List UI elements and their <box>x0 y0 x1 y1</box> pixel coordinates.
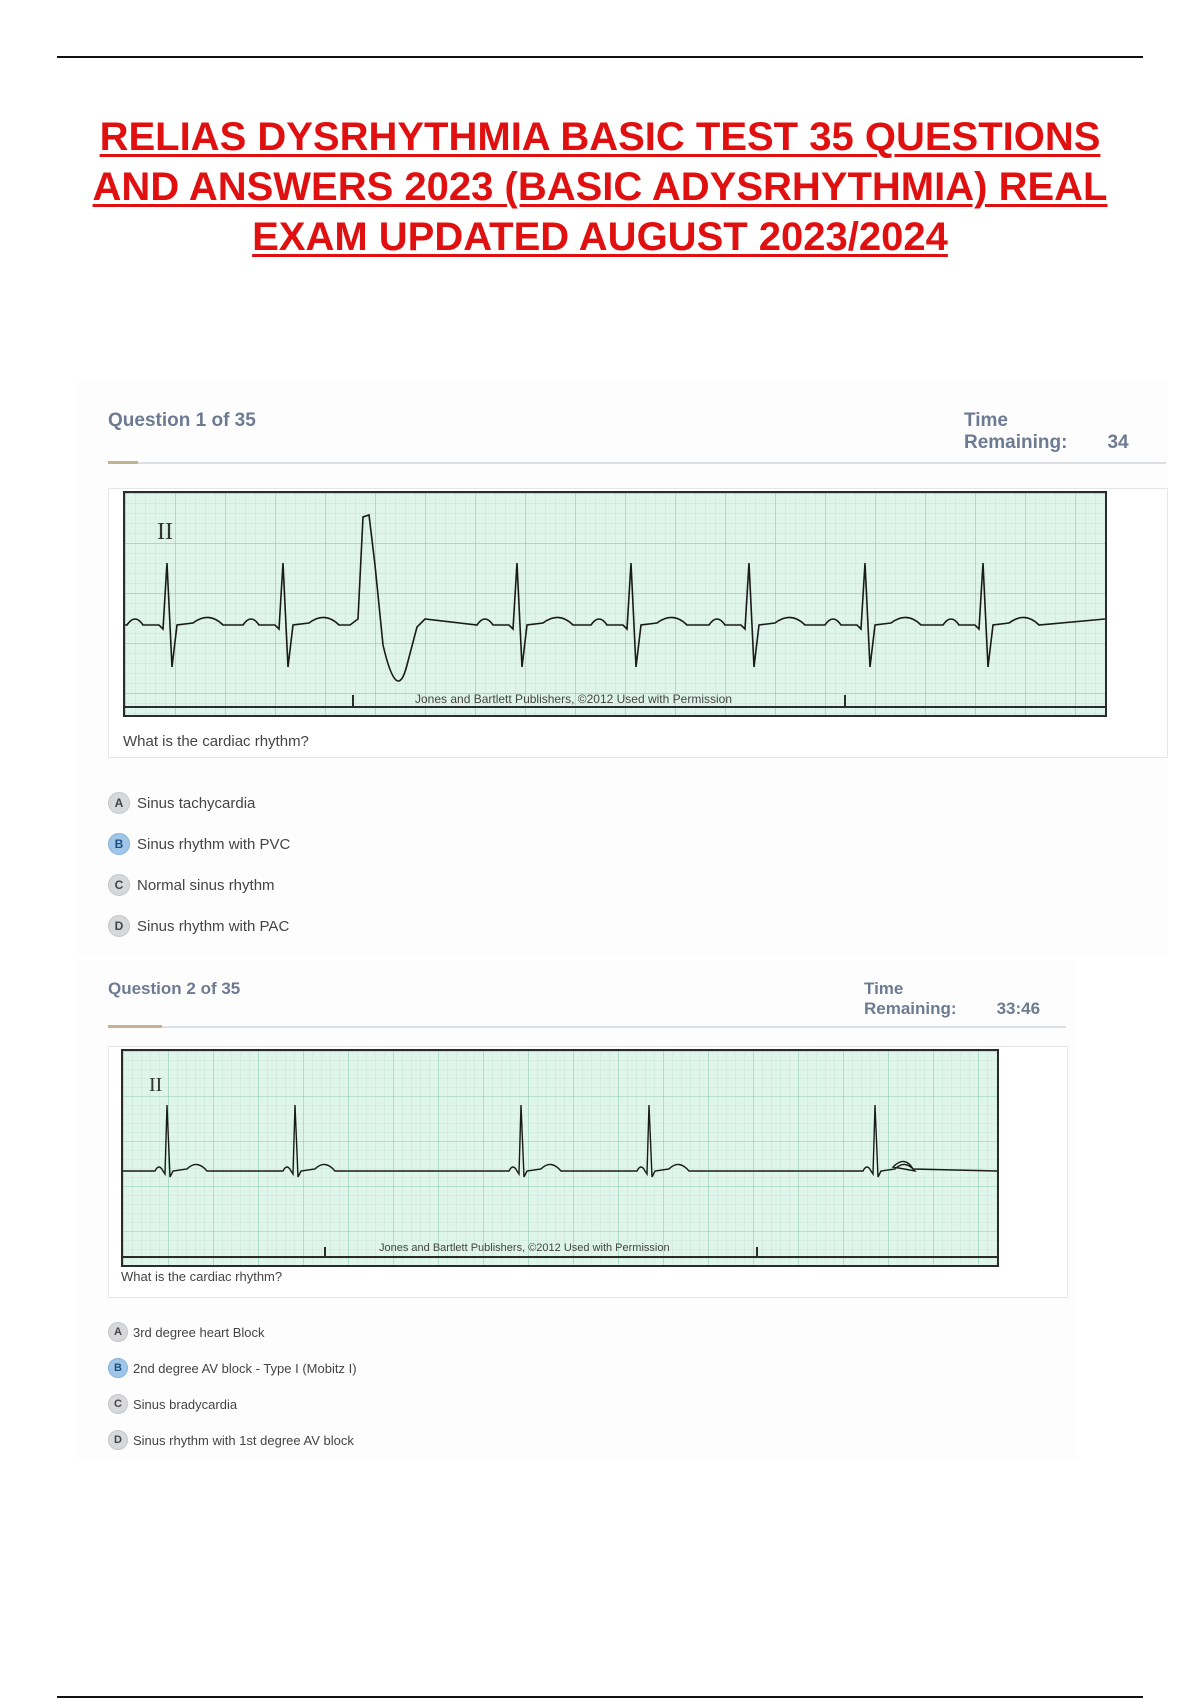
lead-label: II <box>157 519 173 545</box>
progress-indicator <box>108 461 138 464</box>
ecg-strip <box>121 1049 999 1267</box>
question-1-screenshot <box>78 380 1168 955</box>
option-letter-badge: D <box>108 1430 128 1450</box>
image-credit: Jones and Bartlett Publishers, ©2012 Used with Permission <box>379 1242 670 1254</box>
question-counter: Question 2 of 35 <box>108 979 241 998</box>
answer-option-c[interactable] <box>108 874 275 896</box>
option-text: Normal sinus rhythm <box>137 876 275 894</box>
answer-option-a[interactable] <box>108 792 255 814</box>
image-credit: Jones and Bartlett Publishers, ©2012 Used with Permission <box>415 692 732 706</box>
question-1-strip-panel <box>108 488 1168 758</box>
ecg-strip <box>123 491 1107 717</box>
answer-option-a[interactable] <box>108 1322 265 1342</box>
ecg-strip-graphic <box>125 493 1105 715</box>
question-2-screenshot <box>78 960 1078 1460</box>
option-text: Sinus rhythm with PAC <box>137 917 290 935</box>
answer-option-b[interactable] <box>108 1358 357 1378</box>
document-title: RELIAS DYSRHYTHMIA BASIC TEST 35 QUESTIONS AND ANSWERS 2023 (BASIC ADYSRHYTHMIA) REAL EXAM UPDATED AUGUST 2023/2024 <box>92 115 1108 259</box>
time-remaining <box>864 979 1078 1019</box>
question-counter: Question 1 of 35 <box>108 410 256 431</box>
answer-option-d[interactable] <box>108 915 289 937</box>
header-divider <box>108 1026 1066 1028</box>
time-remaining-value: 34 <box>1107 432 1129 453</box>
question-prompt: What is the cardiac rhythm? <box>121 1269 283 1284</box>
question-prompt: What is the cardiac rhythm? <box>123 733 309 750</box>
option-text: 3rd degree heart Block <box>133 1324 265 1340</box>
time-remaining-label: Time Remaining: <box>864 979 957 1018</box>
bottom-rule <box>57 1696 1143 1698</box>
option-text: Sinus rhythm with PVC <box>137 835 291 853</box>
option-text: 2nd degree AV block - Type I (Mobitz I) <box>133 1360 357 1376</box>
option-letter-badge: C <box>108 1394 128 1414</box>
time-remaining-value: 33:46 <box>996 999 1041 1018</box>
time-remaining <box>964 410 1168 454</box>
answer-option-c[interactable] <box>108 1394 237 1414</box>
option-text: Sinus bradycardia <box>133 1396 238 1412</box>
lead-label: II <box>149 1074 163 1096</box>
time-remaining-label: Time Remaining: <box>964 410 1068 453</box>
option-letter-badge: D <box>108 915 130 937</box>
answer-option-d[interactable] <box>108 1430 354 1450</box>
option-letter-badge: C <box>108 874 130 896</box>
option-letter-badge-selected: B <box>108 833 130 855</box>
question-1-header <box>108 410 1168 453</box>
top-rule <box>57 56 1143 58</box>
question-2-header <box>108 979 1078 1018</box>
answer-option-b[interactable] <box>108 833 290 855</box>
option-letter-badge: A <box>108 1322 128 1342</box>
option-letter-badge-selected: B <box>108 1358 128 1378</box>
option-text: Sinus rhythm with 1st degree AV block <box>133 1432 354 1448</box>
ecg-strip-graphic <box>123 1051 997 1265</box>
option-letter-badge: A <box>108 792 130 814</box>
header-divider <box>108 462 1166 464</box>
progress-indicator <box>108 1025 162 1028</box>
option-text: Sinus tachycardia <box>137 794 256 812</box>
question-2-strip-panel <box>108 1046 1068 1298</box>
